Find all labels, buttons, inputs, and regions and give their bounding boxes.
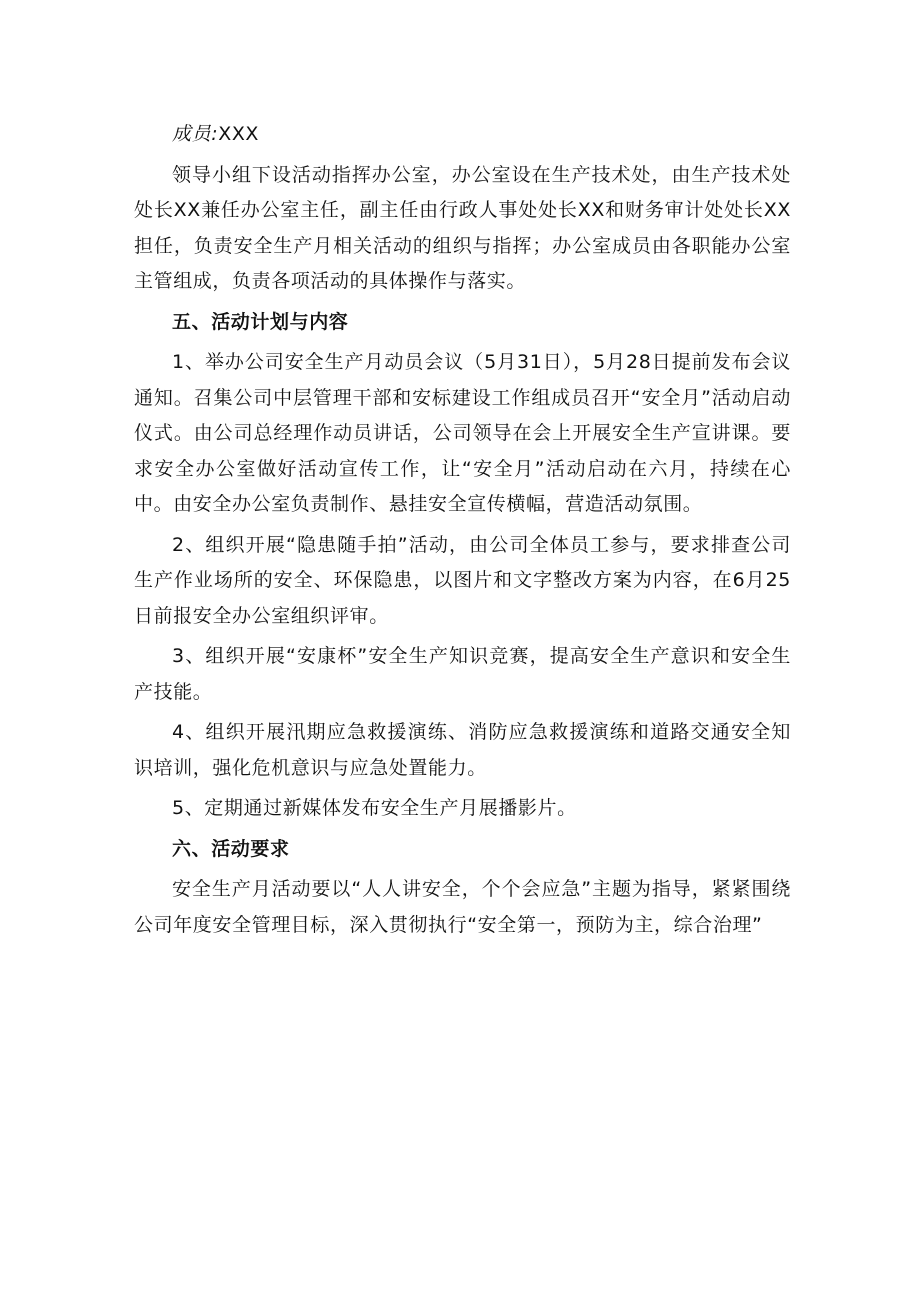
paragraph-item-2: 2、组织开展“隐患随手拍”活动，由公司全体员工参与，要求排查公司生产作业场所的安全、环保隐患，以图片和文字整改方案为内容，在6月25日前报安全办公室组织评审。 xyxy=(134,533,791,627)
paragraph-item-1: 1、举办公司安全生产月动员会议（5月31日），5月28日提前发布会议通知。召集公司中层管理干部和安标建设工作组成员召开“安全月”活动启动仪式。由公司总经理作动员讲话，公司领导在会上开展安全生产宣讲课。要求安全办公室做好活动宣传工作，让“安全月”活动启动在六月，持续在心中。由安全办公室负责制作、悬挂安全宣传横幅，营造活动氛围。 xyxy=(134,351,791,515)
members-line xyxy=(134,117,791,158)
section-heading-requirements: 六、活动要求 xyxy=(172,837,290,860)
paragraph-item-4: 4、组织开展汛期应急救援演练、消防应急救援演练和道路交通安全知识培训，强化危机意识与应急处置能力。 xyxy=(134,721,791,779)
members-label: 成员: xyxy=(172,123,219,145)
section-heading-activity-plan: 五、活动计划与内容 xyxy=(172,310,349,333)
paragraph-requirements: 安全生产月活动要以“人人讲安全，个个会应急”主题为指导，紧紧围绕公司年度安全管理目标，深入贯彻执行“安全第一，预防为主，综合治理” xyxy=(134,878,791,936)
members-value: XXX xyxy=(218,123,260,145)
document-body xyxy=(134,117,791,948)
paragraph-office-setup: 领导小组下设活动指挥办公室，办公室设在生产技术处，由生产技术处处长XX兼任办公室主任，副主任由行政人事处处长XX和财务审计处处长XX担任，负责安全生产月相关活动的组织与指挥；办公室成员由各职能办公室主管组成，负责各项活动的具体操作与落实。 xyxy=(134,163,791,292)
paragraph-item-5: 5、定期通过新媒体发布安全生产月展播影片。 xyxy=(172,797,577,819)
paragraph-item-3: 3、组织开展“安康杯”安全生产知识竞赛，提高安全生产意识和安全生产技能。 xyxy=(134,645,791,703)
